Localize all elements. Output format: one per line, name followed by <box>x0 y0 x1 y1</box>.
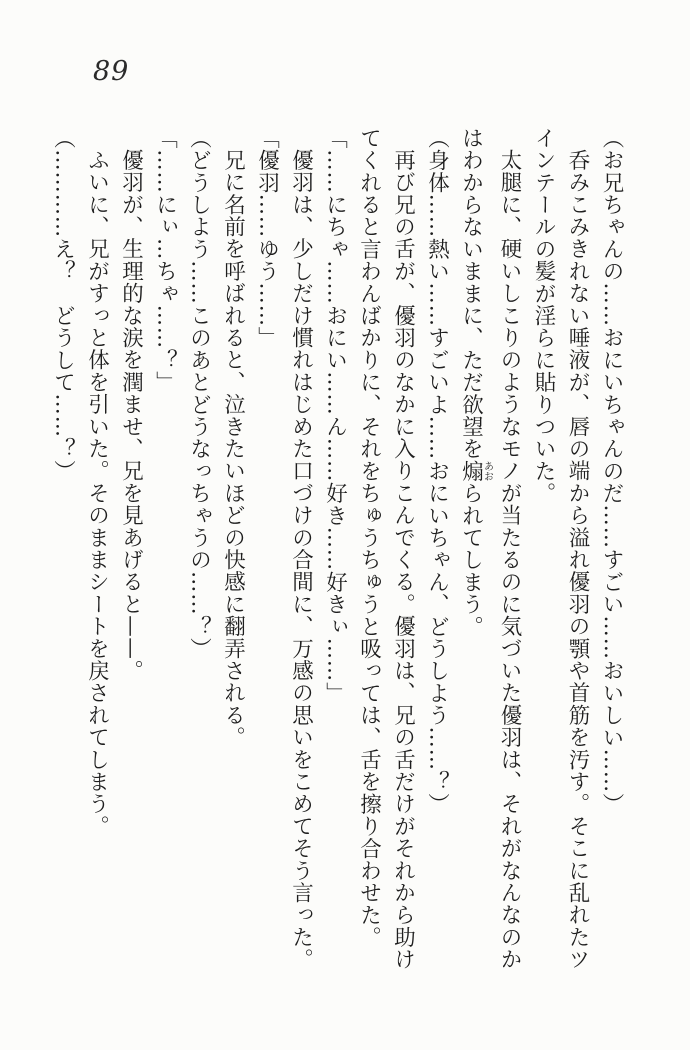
text-line: 再び兄の舌が、優羽のなかに入りこんでくる。優羽は、兄の舌だけがそれから助け <box>390 148 416 970</box>
text-line: 優羽が、生理的な涙を潤ませ、兄を見あげると——。 <box>118 148 144 682</box>
text-segment: られてしまう。 <box>458 482 484 638</box>
text-line: （…………え？ どうして……？） <box>50 127 76 483</box>
text-line: インテールの髪が淫らに貼りついた。 <box>531 127 556 505</box>
text-line: 兄に名前を呼ばれると、泣きたいほどの快感に翻弄される。 <box>220 148 246 748</box>
text-line: （身体……熱い……すごいよ……おにいちゃん、どうしよう……？） <box>424 127 450 816</box>
text-line: 「……にぃ…ちゃ……？」 <box>152 127 178 394</box>
text-line: （お兄ちゃんの……おにいちゃんのだ……すごい……おいしい……） <box>599 127 624 816</box>
text-line: 優羽は、少しだけ慣れはじめた口づけの合間に、万感の思いをこめてそう言った。 <box>288 148 314 970</box>
text-line: てくれると言わんばかりに、それをちゅうちゅうと吸っては、舌を擦り合わせた。 <box>356 127 382 949</box>
ruby-base: 煽 <box>458 460 484 483</box>
text-line: （どうしよう……このあとどうなっちゃうの……？） <box>186 127 212 660</box>
vertical-text-block <box>50 127 628 983</box>
text-line: ふいに、兄がすっと体を引いた。そのままシートを戻されてしまう。 <box>84 148 110 837</box>
ruby-text: あお <box>481 460 493 483</box>
text-line: 「……にちゃ……おにい……ん……好き……好きぃ……」 <box>322 127 348 705</box>
text-segment: はわからないままに、ただ欲望を <box>458 127 484 460</box>
text-line: 太腿に、硬いしこりのようなモノが当たるのに気づいた優羽は、それがなんなのか <box>497 148 522 970</box>
furigana-ruby <box>458 460 493 483</box>
page-number: 89 <box>93 56 130 87</box>
text-line <box>454 127 493 983</box>
text-line: 「優羽……ゆう……」 <box>254 127 280 349</box>
text-line: 呑みこみきれない唾液が、唇の端から溢れ優羽の顎や首筋を汚す。そこに乱れたツ <box>565 148 590 970</box>
